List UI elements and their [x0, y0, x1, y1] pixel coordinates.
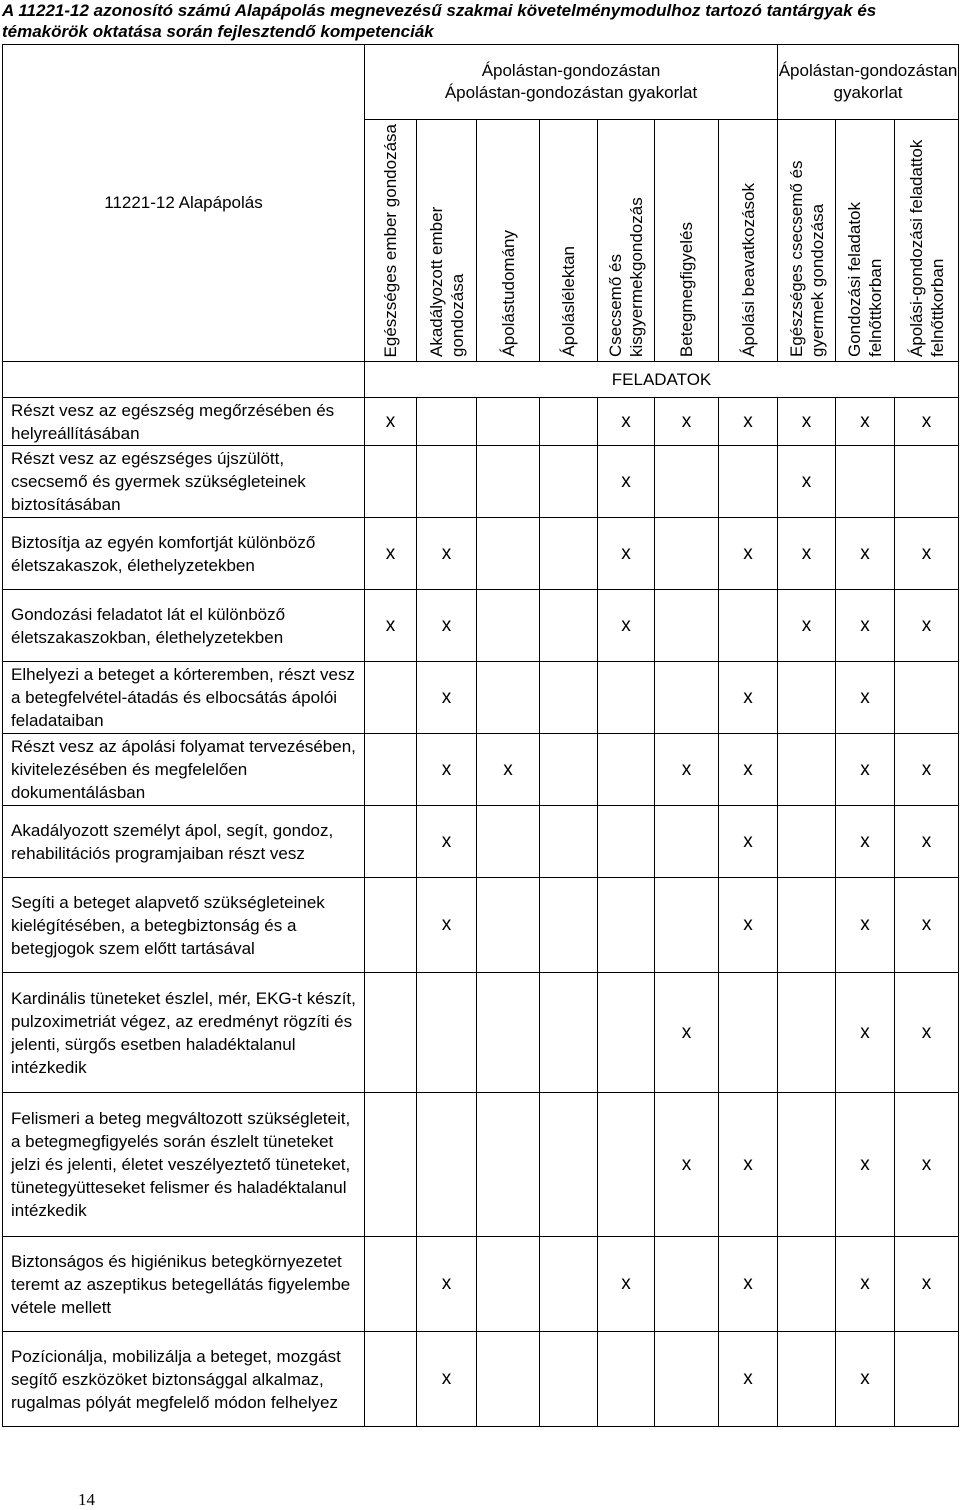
- mark-cell: x: [836, 973, 895, 1093]
- mark-cell: x: [417, 1332, 477, 1427]
- row-label: Pozícionálja, mobilizálja a beteget, mozgást segítő eszközöket biztonsággal alkalmaz, rugalmas pólyát megfelelő módon felhelyez: [3, 1332, 365, 1427]
- group-header-1-line1: Ápolástan-gondozástan: [481, 61, 661, 80]
- mark-cell: [778, 662, 836, 734]
- row-label: Biztosítja az egyén komfortját különböző életszakaszok, élethelyzetekben: [3, 518, 365, 590]
- column-header: [598, 120, 655, 362]
- row-label: Részt vesz az egészség megőrzésében és helyreállításában: [3, 398, 365, 446]
- group-header-1: [365, 45, 778, 120]
- mark-cell: [598, 662, 655, 734]
- mark-cell: x: [836, 1237, 895, 1332]
- group-header-2: Ápolástan-gondozástan gyakorlat: [778, 45, 959, 120]
- mark-cell: [836, 446, 895, 518]
- mark-cell: [598, 973, 655, 1093]
- mark-cell: [417, 398, 477, 446]
- mark-cell: [540, 734, 598, 806]
- table-row: [3, 1093, 959, 1237]
- mark-cell: x: [365, 590, 417, 662]
- mark-cell: [540, 878, 598, 973]
- mark-cell: x: [598, 398, 655, 446]
- column-header-label: Ápolástudomány: [498, 230, 518, 357]
- mark-cell: x: [655, 973, 719, 1093]
- mark-cell: x: [895, 1093, 959, 1237]
- mark-cell: x: [895, 398, 959, 446]
- mark-cell: x: [417, 1237, 477, 1332]
- mark-cell: x: [836, 1332, 895, 1427]
- mark-cell: [540, 662, 598, 734]
- mark-cell: [417, 446, 477, 518]
- mark-cell: [540, 1237, 598, 1332]
- mark-cell: x: [895, 878, 959, 973]
- mark-cell: [540, 398, 598, 446]
- mark-cell: [778, 1237, 836, 1332]
- mark-cell: x: [417, 806, 477, 878]
- mark-cell: [598, 878, 655, 973]
- mark-cell: [477, 973, 540, 1093]
- mark-cell: [719, 590, 778, 662]
- mark-cell: [477, 446, 540, 518]
- mark-cell: [365, 1093, 417, 1237]
- feladatok-label: FELADATOK: [365, 362, 959, 398]
- column-header-label: Egészséges ember gondozása: [381, 123, 400, 357]
- competency-table: [2, 44, 959, 1427]
- mark-cell: [365, 973, 417, 1093]
- row-label: Gondozási feladatot lát el különböző életszakaszokban, élethelyzetekben: [3, 590, 365, 662]
- column-header: [719, 120, 778, 362]
- row-label: Részt vesz az egészséges újszülött, csecsemő és gyermek szükségleteinek biztosításában: [3, 446, 365, 518]
- mark-cell: [895, 1332, 959, 1427]
- row-label: Segíti a beteget alapvető szükségleteinek kielégítésében, a betegbiztonság és a betegjogok szem előtt tartásával: [3, 878, 365, 973]
- mark-cell: x: [836, 518, 895, 590]
- mark-cell: x: [895, 806, 959, 878]
- mark-cell: [655, 1332, 719, 1427]
- mark-cell: x: [477, 734, 540, 806]
- mark-cell: x: [719, 878, 778, 973]
- mark-cell: x: [895, 518, 959, 590]
- mark-cell: [778, 1332, 836, 1427]
- column-header: [836, 120, 895, 362]
- page-number: 14: [78, 1490, 95, 1509]
- mark-cell: [365, 662, 417, 734]
- mark-cell: x: [365, 518, 417, 590]
- column-header-label: Ápolási-gondozási feladattok felnőttkorban: [906, 139, 947, 357]
- mark-cell: x: [836, 878, 895, 973]
- row-label: Felismeri a beteg megváltozott szükségleteit, a betegmegfigyelés során észlelt tüneteket jelzi és jelenti, életet veszélyeztető tüneteket, tünetegyütteseket felismer és haladéktalanul intézkedik: [3, 1093, 365, 1237]
- mark-cell: [540, 518, 598, 590]
- mark-cell: [417, 973, 477, 1093]
- mark-cell: x: [719, 734, 778, 806]
- mark-cell: x: [417, 662, 477, 734]
- table-row: [3, 398, 959, 446]
- column-header-label: Betegmegfigyelés: [677, 221, 696, 357]
- mark-cell: [540, 806, 598, 878]
- table-row: [3, 1237, 959, 1332]
- mark-cell: [477, 878, 540, 973]
- mark-cell: [778, 806, 836, 878]
- row-label: Akadályozott személyt ápol, segít, gondoz, rehabilitációs programjaiban részt vesz: [3, 806, 365, 878]
- column-header-label: Gondozási feladatok felnőttkorban: [845, 202, 886, 357]
- mark-cell: x: [417, 590, 477, 662]
- group-header-1-line2: Ápolástan-gondozástan gyakorlat: [444, 83, 698, 102]
- mark-cell: x: [836, 590, 895, 662]
- mark-cell: [598, 734, 655, 806]
- column-header-label: Egészséges csecsemő és gyermek gondozása: [786, 160, 827, 357]
- mark-cell: x: [598, 446, 655, 518]
- mark-cell: x: [655, 398, 719, 446]
- table-row: [3, 1332, 959, 1427]
- column-header: [365, 120, 417, 362]
- mark-cell: [540, 446, 598, 518]
- mark-cell: x: [836, 734, 895, 806]
- mark-cell: [655, 806, 719, 878]
- mark-cell: x: [836, 398, 895, 446]
- mark-cell: [895, 446, 959, 518]
- mark-cell: [895, 662, 959, 734]
- mark-cell: [477, 806, 540, 878]
- mark-cell: [598, 806, 655, 878]
- table-row: [3, 973, 959, 1093]
- mark-cell: [655, 518, 719, 590]
- column-header: [655, 120, 719, 362]
- mark-cell: x: [417, 878, 477, 973]
- mark-cell: x: [417, 734, 477, 806]
- mark-cell: [477, 662, 540, 734]
- mark-cell: [655, 878, 719, 973]
- mark-cell: [655, 590, 719, 662]
- mark-cell: x: [598, 1237, 655, 1332]
- mark-cell: [540, 973, 598, 1093]
- mark-cell: [477, 518, 540, 590]
- mark-cell: x: [895, 590, 959, 662]
- table-row: [3, 734, 959, 806]
- column-header: [477, 120, 540, 362]
- column-header-label: Csecsemő és kisgyermekgondozás: [606, 197, 646, 357]
- mark-cell: [365, 1237, 417, 1332]
- empty-cell: [3, 362, 365, 398]
- mark-cell: x: [836, 662, 895, 734]
- mark-cell: [719, 973, 778, 1093]
- table-row: [3, 590, 959, 662]
- page-title: A 11221-12 azonosító számú Alapápolás megnevezésű szakmai követelménymodulhoz tartozó tantárgyak és témakörök oktatása során fejlesztendő kompetenciák: [2, 1, 877, 41]
- mark-cell: x: [719, 1237, 778, 1332]
- column-header-label: Ápoláslélektan: [559, 246, 578, 357]
- column-header: [895, 120, 959, 362]
- row-label: Kardinális tüneteket észlel, mér, EKG-t készít, pulzoximetriát végez, az eredményt rögzíti és jelenti, sürgős esetben haladéktalanul intézkedik: [3, 973, 365, 1093]
- table-row: [3, 518, 959, 590]
- mark-cell: [540, 1093, 598, 1237]
- mark-cell: [719, 446, 778, 518]
- mark-cell: [365, 734, 417, 806]
- mark-cell: [477, 398, 540, 446]
- mark-cell: x: [365, 398, 417, 446]
- mark-cell: [778, 878, 836, 973]
- mark-cell: x: [655, 1093, 719, 1237]
- mark-cell: x: [719, 806, 778, 878]
- mark-cell: x: [778, 446, 836, 518]
- mark-cell: [598, 1093, 655, 1237]
- mark-cell: x: [719, 1093, 778, 1237]
- mark-cell: x: [719, 518, 778, 590]
- mark-cell: [655, 446, 719, 518]
- mark-cell: [477, 590, 540, 662]
- table-row: [3, 662, 959, 734]
- column-header-label: Ápolási beavatkozások: [738, 183, 758, 357]
- mark-cell: [655, 662, 719, 734]
- row-label: Biztonságos és higiénikus betegkörnyezetet teremt az aszeptikus betegellátás figyelembe vétele mellett: [3, 1237, 365, 1332]
- mark-cell: x: [895, 1237, 959, 1332]
- mark-cell: [540, 590, 598, 662]
- column-header: [417, 120, 477, 362]
- mark-cell: x: [719, 398, 778, 446]
- column-header-label: Akadályozott ember gondozása: [426, 206, 467, 357]
- mark-cell: x: [778, 518, 836, 590]
- mark-cell: [365, 806, 417, 878]
- mark-cell: x: [836, 806, 895, 878]
- mark-cell: x: [778, 590, 836, 662]
- column-header: [778, 120, 836, 362]
- mark-cell: x: [598, 518, 655, 590]
- mark-cell: [477, 1237, 540, 1332]
- mark-cell: x: [655, 734, 719, 806]
- table-row: [3, 806, 959, 878]
- mark-cell: [655, 1237, 719, 1332]
- mark-cell: [365, 446, 417, 518]
- mark-cell: x: [417, 518, 477, 590]
- mark-cell: x: [895, 734, 959, 806]
- mark-cell: x: [719, 662, 778, 734]
- table-row: [3, 878, 959, 973]
- mark-cell: x: [836, 1093, 895, 1237]
- module-label: 11221-12 Alapápolás: [3, 45, 365, 362]
- mark-cell: x: [719, 1332, 778, 1427]
- row-label: Részt vesz az ápolási folyamat tervezésében, kivitelezésében és megfelelően dokumentálásban: [3, 734, 365, 806]
- mark-cell: x: [895, 973, 959, 1093]
- mark-cell: [778, 1093, 836, 1237]
- row-label: Elhelyezi a beteget a kórteremben, részt vesz a betegfelvétel-átadás és elbocsátás ápolói feladataiban: [3, 662, 365, 734]
- mark-cell: [365, 878, 417, 973]
- mark-cell: x: [598, 590, 655, 662]
- mark-cell: [477, 1332, 540, 1427]
- mark-cell: [417, 1093, 477, 1237]
- mark-cell: [598, 1332, 655, 1427]
- mark-cell: [778, 973, 836, 1093]
- column-header: [540, 120, 598, 362]
- mark-cell: [365, 1332, 417, 1427]
- mark-cell: [778, 734, 836, 806]
- mark-cell: x: [778, 398, 836, 446]
- mark-cell: [540, 1332, 598, 1427]
- table-row: [3, 446, 959, 518]
- mark-cell: [477, 1093, 540, 1237]
